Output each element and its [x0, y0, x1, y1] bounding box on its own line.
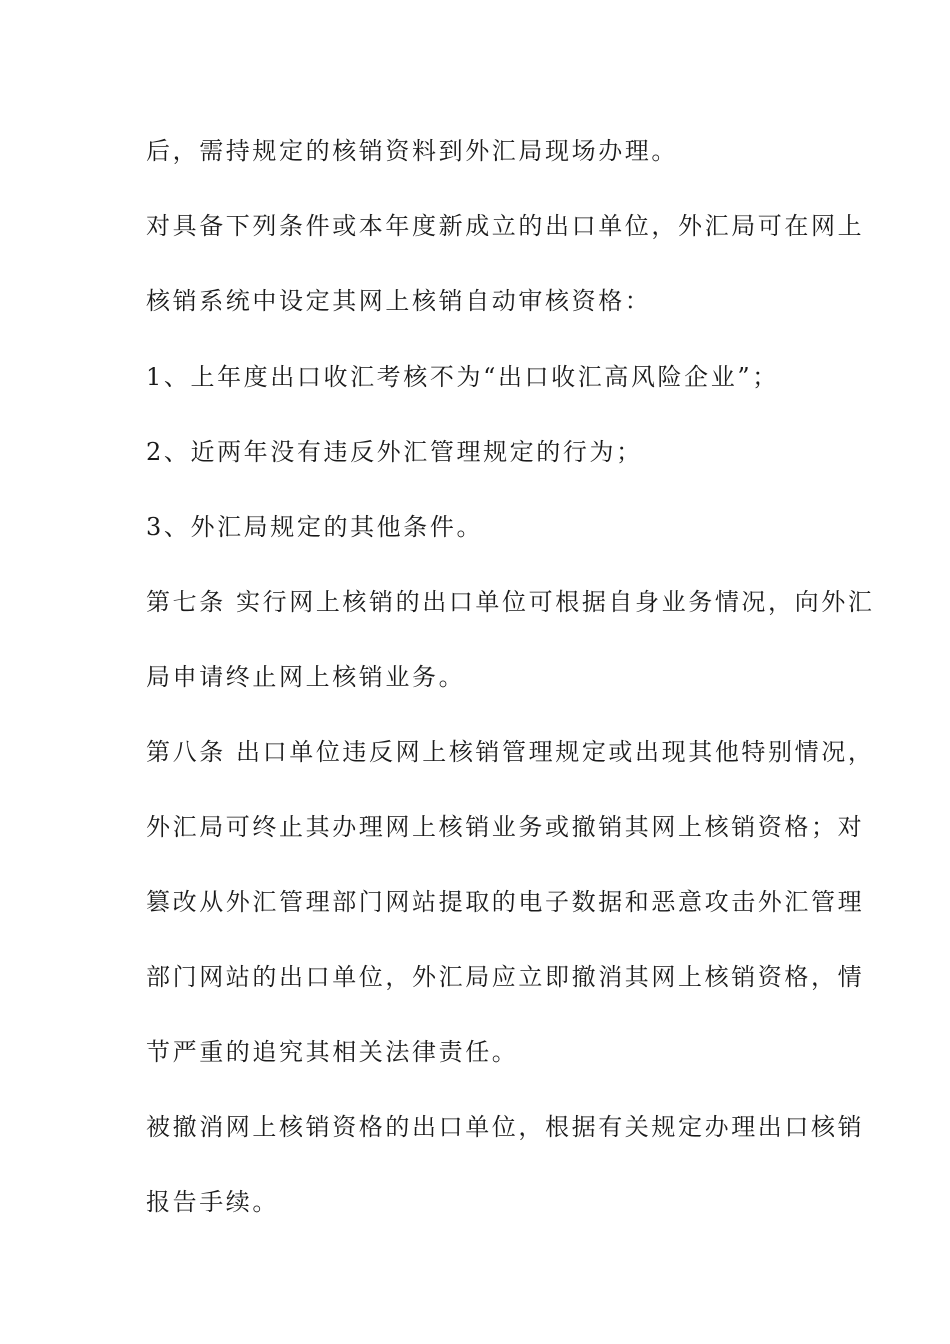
text-line: 被撤消网上核销资格的出口单位，根据有关规定办理出口核销 [146, 1113, 865, 1141]
text-line: 篡改从外汇管理部门网站提取的电子数据和恶意攻击外汇管理 [146, 888, 865, 916]
text-line: 3、外汇局规定的其他条件。 [146, 513, 484, 541]
text-line: 2、近两年没有违反外汇管理规定的行为； [146, 438, 643, 466]
text-line: 第七条 实行网上核销的出口单位可根据自身业务情况，向外汇 [146, 588, 875, 616]
text-line: 第八条 出口单位违反网上核销管理规定或出现其他特别情况， [146, 738, 875, 766]
text-line: 外汇局可终止其办理网上核销业务或撤销其网上核销资格；对 [146, 813, 865, 841]
text-line: 局申请终止网上核销业务。 [146, 663, 466, 691]
text-line: 后，需持规定的核销资料到外汇局现场办理。 [146, 137, 678, 165]
text-line: 部门网站的出口单位，外汇局应立即撤消其网上核销资格，情 [146, 963, 865, 991]
text-line: 节严重的追究其相关法律责任。 [146, 1038, 519, 1066]
text-line: 对具备下列条件或本年度新成立的出口单位，外汇局可在网上 [146, 212, 865, 240]
text-line: 报告手续。 [146, 1188, 279, 1216]
text-line: 1、上年度出口收汇考核不为“出口收汇高风险企业”； [146, 363, 779, 391]
text-line: 核销系统中设定其网上核销自动审核资格： [146, 287, 652, 315]
